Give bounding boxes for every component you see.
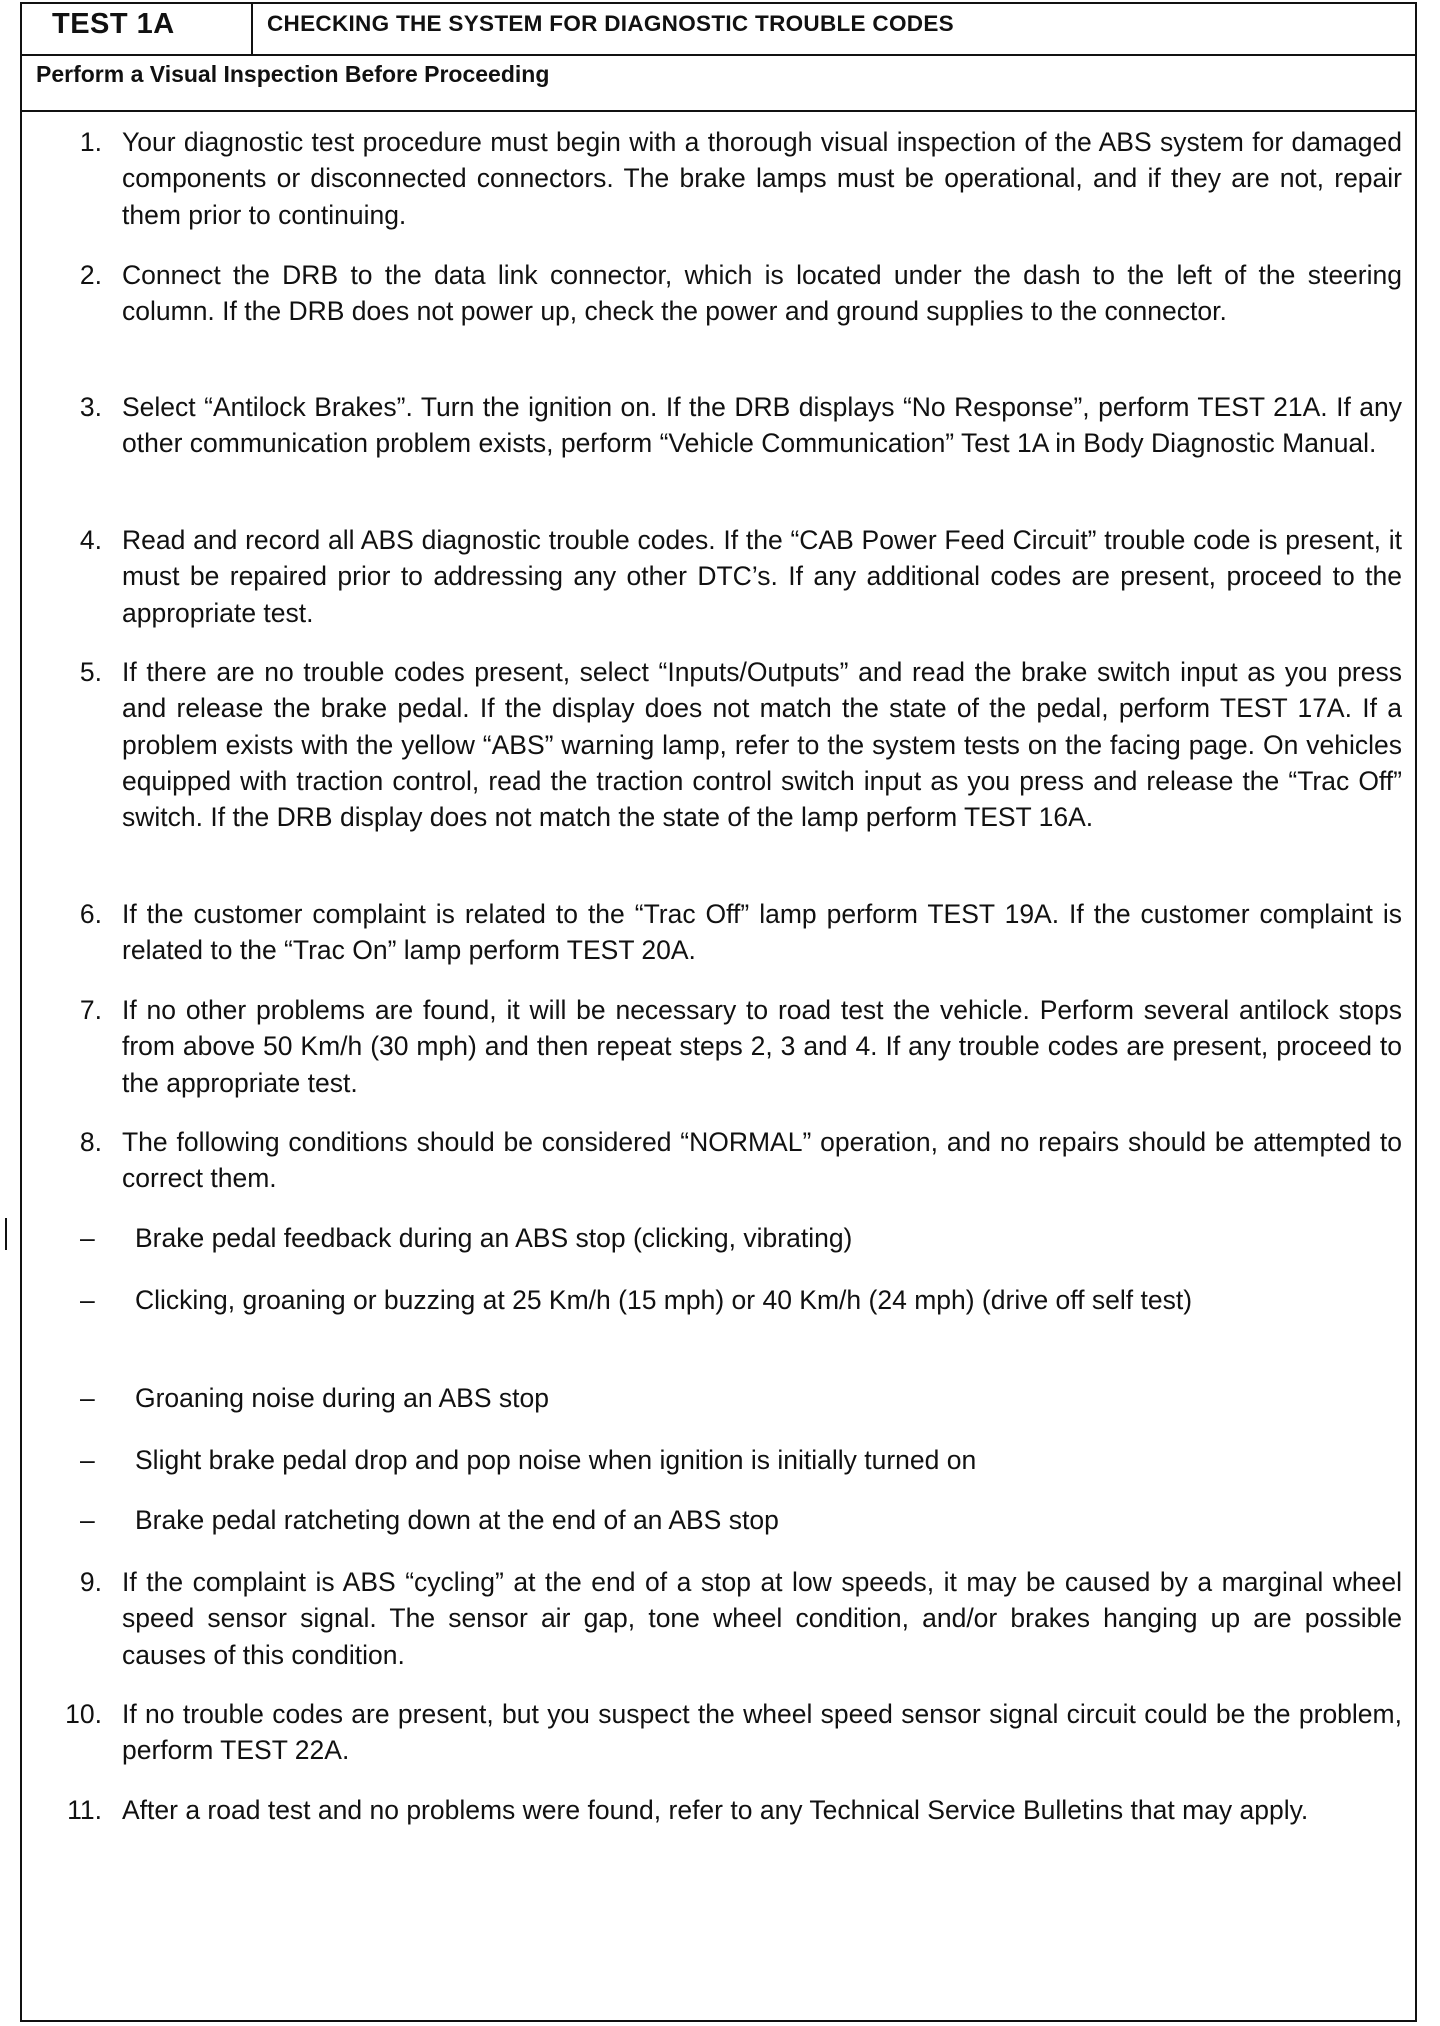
step-text: The following conditions should be considered “NORMAL” operation, and no repairs should be attempted to correct them.	[122, 1127, 1402, 1194]
step-text: Read and record all ABS diagnostic trouble codes. If the “CAB Power Feed Circuit” trouble code is present, it must be repaired prior to addressing any other DTC’s. If any additional codes are present, proceed to the appropriate test.	[122, 525, 1402, 628]
condition-text: Brake pedal ratcheting down at the end of an ABS stop	[135, 1505, 779, 1535]
test-id: TEST 1A	[22, 4, 253, 54]
step-number: 10.	[65, 1699, 102, 1729]
step-number: 11.	[67, 1795, 102, 1825]
condition-text: Clicking, groaning or buzzing at 25 Km/h (15 mph) or 40 Km/h (24 mph) (drive off self test)	[135, 1285, 1193, 1315]
subheader: Perform a Visual Inspection Before Proceeding	[22, 56, 1415, 112]
step-text: If no trouble codes are present, but you suspect the wheel speed sensor signal circuit could be the problem, perform TEST 22A.	[122, 1699, 1402, 1766]
step-text: If the customer complaint is related to the “Trac Off” lamp perform TEST 19A. If the customer complaint is related to the “Trac On” lamp perform TEST 20A.	[122, 899, 1402, 966]
step-text: Connect the DRB to the data link connector, which is located under the dash to the left of the steering column. If the DRB does not power up, check the power and ground supplies to the connector.	[122, 260, 1402, 327]
dash-marker: –	[80, 1285, 95, 1315]
condition-text: Slight brake pedal drop and pop noise when ignition is initially turned on	[135, 1445, 977, 1475]
condition-text: Brake pedal feedback during an ABS stop (clicking, vibrating)	[135, 1223, 853, 1253]
step-number: 1.	[79, 127, 102, 157]
revision-bar	[5, 1218, 7, 1250]
step-text: If no other problems are found, it will be necessary to road test the vehicle. Perform several antilock stops from above 50 Km/h (30 mph) and then repeat steps 2, 3 and 4. If any trouble codes are present, proceed to the appropriate test.	[122, 995, 1402, 1098]
step-number: 4.	[79, 525, 102, 555]
step-number: 7.	[79, 995, 102, 1025]
dash-marker: –	[80, 1505, 95, 1535]
step-number: 9.	[79, 1567, 102, 1597]
test-title: CHECKING THE SYSTEM FOR DIAGNOSTIC TROUBLE CODES	[267, 11, 954, 36]
step-number: 6.	[79, 899, 102, 929]
dash-marker: –	[80, 1383, 95, 1413]
dash-marker: –	[80, 1445, 95, 1475]
step-text: Your diagnostic test procedure must begin with a thorough visual inspection of the ABS system for damaged components or disconnected connectors. The brake lamps must be operational, and if they are not, repair them prior to continuing.	[122, 127, 1402, 230]
header-row	[22, 4, 1415, 56]
step-number: 2.	[79, 260, 102, 290]
dash-marker: –	[80, 1223, 95, 1253]
test-procedure-frame	[20, 2, 1417, 2022]
step-number: 3.	[79, 392, 102, 422]
step-text: After a road test and no problems were found, refer to any Technical Service Bulletins that may apply.	[122, 1795, 1309, 1825]
step-text: If there are no trouble codes present, select “Inputs/Outputs” and read the brake switch input as you press and release the brake pedal. If the display does not match the state of the pedal, perform TEST 17A. If a problem exists with the yellow “ABS” warning lamp, refer to the system tests on the facing page. On vehicles equipped with traction control, read the traction control switch input as you press and release the “Trac Off” switch. If the DRB display does not match the state of the lamp perform TEST 16A.	[122, 657, 1402, 833]
step-number: 5.	[79, 657, 102, 687]
step-number: 8.	[79, 1127, 102, 1157]
condition-text: Groaning noise during an ABS stop	[135, 1383, 549, 1413]
step-text: If the complaint is ABS “cycling” at the end of a stop at low speeds, it may be caused by a marginal wheel speed sensor signal. The sensor air gap, tone wheel condition, and/or brakes hanging up are possible causes of this condition.	[122, 1567, 1402, 1670]
step-text: Select “Antilock Brakes”. Turn the ignition on. If the DRB displays “No Response”, perform TEST 21A. If any other communication problem exists, perform “Vehicle Communication” Test 1A in Body Diagnostic Manual.	[122, 392, 1402, 459]
